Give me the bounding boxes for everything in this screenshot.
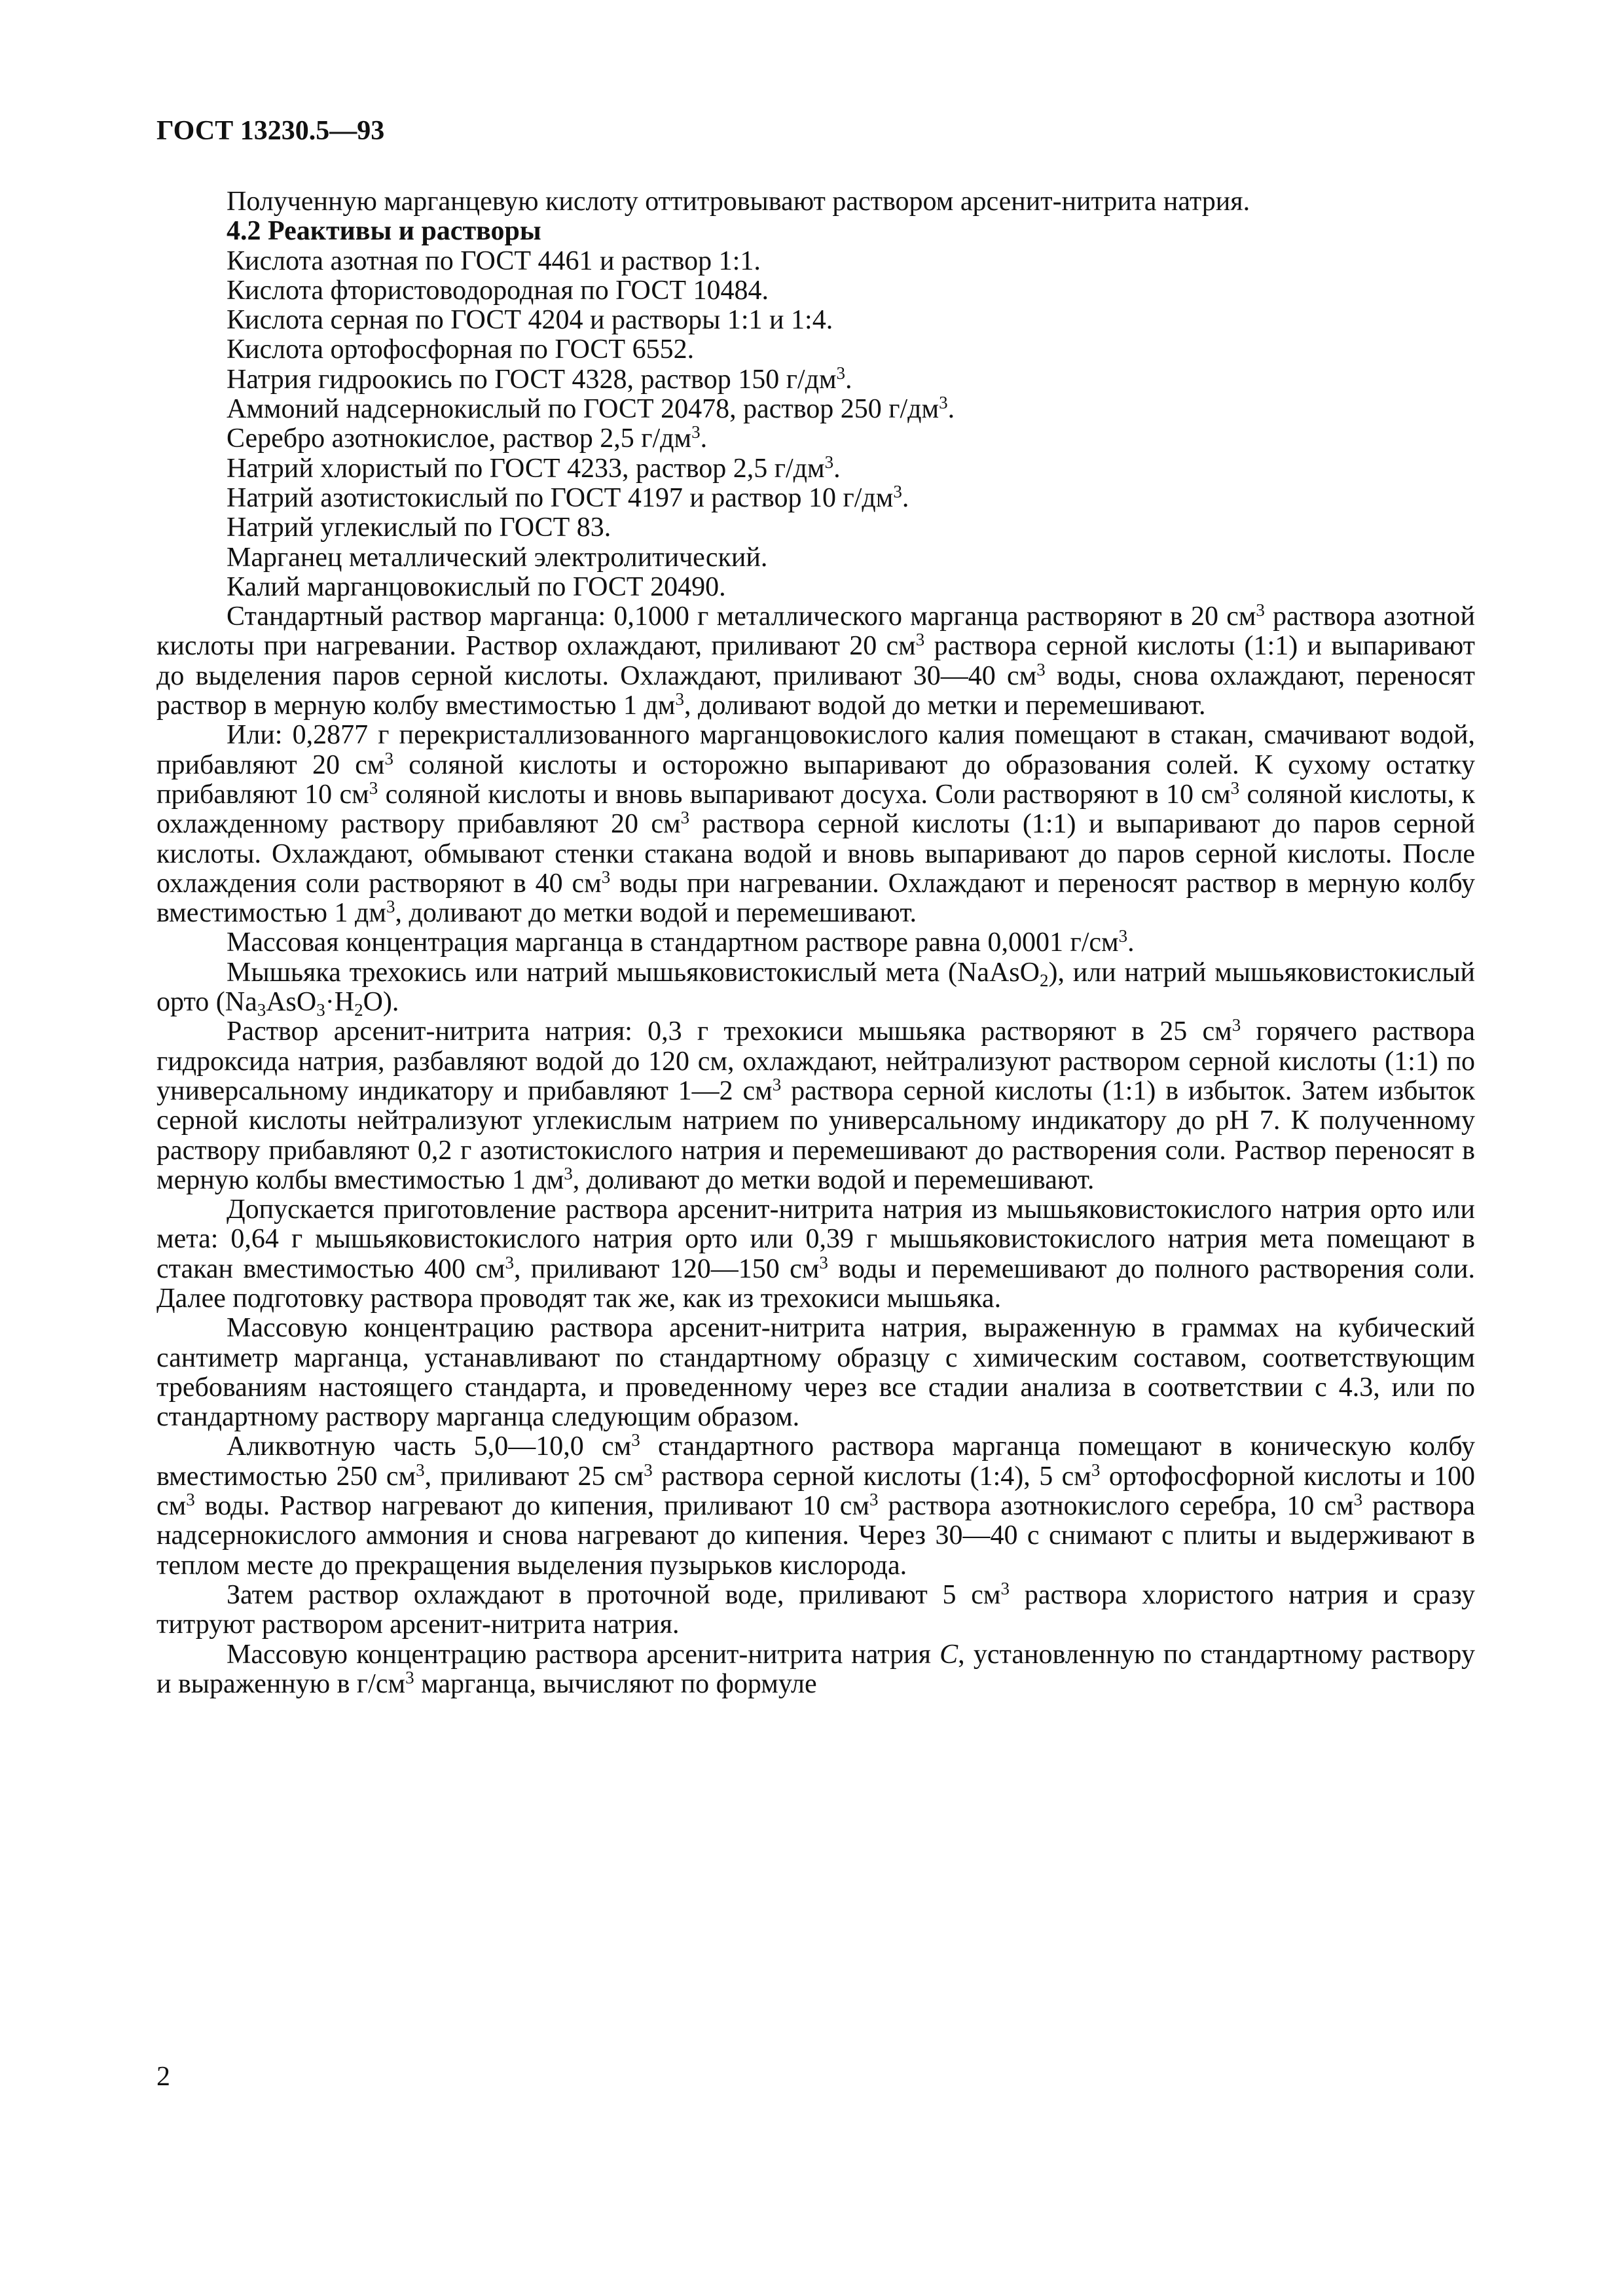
concentration-paragraph: Массовая концентрация марганца в стандартном растворе равна 0,0001 $г/см^3$. — [227, 926, 1135, 958]
reagent-item: Аммоний надсернокислый по ГОСТ 20478, раствор 250 $г/дм^3$. — [227, 393, 955, 425]
intro-paragraph: Полученную марганцевую кислоту оттитровывают раствором арсенит-нитрита натрия. — [227, 187, 1250, 217]
page-header-doc-code: ГОСТ 13230.5—93 — [156, 116, 385, 146]
section-title: Реактивы и растворы — [268, 216, 541, 247]
reagent-item: Серебро азотнокислое, раствор 2,5 $г/дм^3$. — [227, 422, 708, 454]
mass-concentration-paragraph: Массовую концентрацию раствора арсенит-нитрита натрия, выраженную в граммах на кубический сантиметр марганца, устанавливают по стандартному образцу с химическим составом, соответствующим требованиям настоящего стандарта, и проведенному через все стадии анализа в соответствии с 4.3, или по стандартному раствору марганца следующим образом. — [156, 1313, 1475, 1433]
aliquot-procedure-paragraph: Аликвотную часть 5,0—10,0 $см^3$ стандартного раствора марганца помещают в коническую колбу вместимостью 250 $см^3$, приливают 25 $см^3$ раствора серной кислоты (1:4), 5 $см^3$ ортофосфорной кислоты и 100 $см^3$ воды. Раствор нагревают до кипения, приливают 10 $см^3$ раствора азотнокислого серебра, 10 $см^3$ раствора надсернокислого аммония и снова нагревают до кипения. Через 30—40 с снимают с плиты и выдерживают в теплом месте до прекращения выделения пузырьков кислорода. — [156, 1430, 1476, 1581]
reagent-item: Кислота серная по ГОСТ 4204 и растворы 1:1 и 1:4. — [227, 305, 833, 336]
arsenic-reagent-paragraph: Мышьяка трехокись или натрий мышьяковистокислый мета (NaAsO$_2$), или натрий мышьяковистокислый орто $(Na_3AsO_3\cdot H_2O)$. — [156, 957, 1476, 1020]
reagent-item: Натрия гидроокись по ГОСТ 4328, раствор 150 $г/дм^3$. — [227, 363, 852, 395]
allowed-preparation-paragraph: Допускается приготовление раствора арсенит-нитрита натрия из мышьяковистокислого натрия орто или мета: 0,64 г мышьяковистокислого натрия орто или 0,39 г мышьяковистокислого натрия мета помещают в стакан вместимостью 400 $см^3$, приливают 120—150 $см^3$ воды и перемешивают до полного растворения соли. Далее подготовку раствора проводят так же, как из трехокиси мышьяка. — [156, 1194, 1475, 1314]
reagent-item: Кислота фтористоводородная по ГОСТ 10484. — [227, 275, 769, 306]
reagent-item: Марганец металлический электролитический. — [227, 542, 768, 573]
reagent-item: Кислота ортофосфорная по ГОСТ 6552. — [227, 334, 695, 365]
formula-intro-paragraph: Массовую концентрацию раствора арсенит-нитрита натрия С, установленную по стандартному раствору и выраженную в $г/см^3$ марганца, вычисляют по формуле — [156, 1639, 1475, 1699]
variable-c: С — [939, 1639, 958, 1670]
document-body — [156, 187, 1475, 1699]
standard-solution-paragraph: Стандартный раствор марганца: 0,1000 г металлического марганца растворяют в 20 $см^3$ раствора азотной кислоты при нагревании. Раствор охлаждают, приливают 20 $см^3$ раствора серной кислоты (1:1) и выпаривают до выделения паров серной кислоты. Охлаждают, приливают 30—40 $см^3$ воды, снова охлаждают, переносят раствор в мерную колбу вместимостью 1 $дм^3$, доливают водой до метки и перемешивают. — [156, 600, 1476, 721]
reagent-item: Натрий азотистокислый по ГОСТ 4197 и раствор 10 $г/дм^3$. — [227, 481, 909, 513]
section-number: 4.2 — [227, 216, 261, 247]
titration-paragraph: Затем раствор охлаждают в проточной воде, приливают 5 $см^3$ раствора хлористого натрия и сразу титруют раствором арсенит-нитрита натрия. — [156, 1578, 1475, 1640]
reagent-item: Кислота азотная по ГОСТ 4461 и раствор 1:1. — [227, 245, 761, 276]
page-number: 2 — [156, 2062, 170, 2092]
reagent-item: Натрий углекислый по ГОСТ 83. — [227, 512, 611, 543]
section-heading — [156, 217, 1475, 246]
alternative-preparation-paragraph: Или: 0,2877 г перекристаллизованного марганцовокислого калия помещают в стакан, смачивают водой, прибавляют 20 $см^3$ соляной кислоты и осторожно выпаривают до образования солей. К сухому остатку прибавляют 10 $см^3$ соляной кислоты и вновь выпаривают досуха. Соли растворяют в 10 $см^3$ соляной кислоты, к охлажденному раствору прибавляют 20 $см^3$ раствора серной кислоты (1:1) и выпаривают до паров серной кислоты. Охлаждают, обмывают стенки стакана водой и вновь выпаривают до паров серной кислоты. После охлаждения соли растворяют в 40 $см^3$ воды при нагревании. Охлаждают и переносят раствор в мерную колбу вместимостью 1 $дм^3$, доливают до метки водой и перемешивают. — [156, 720, 1475, 929]
reagent-item: Калий марганцовокислый по ГОСТ 20490. — [227, 571, 726, 602]
reagent-item: Натрий хлористый по ГОСТ 4233, раствор 2,5 $г/дм^3$. — [227, 452, 841, 484]
arsenite-nitrite-solution-paragraph: Раствор арсенит-нитрита натрия: 0,3 г трехокиси мышьяка растворяют в 25 $см^3$ горячего раствора гидроксида натрия, разбавляют водой до 120 см, охлаждают, нейтрализуют раствором серной кислоты (1:1) по универсальному индикатору и прибавляют 1—2 $см^3$ раствора серной кислоты (1:1) в избыток. Затем избыток серной кислоты нейтрализуют углекислым натрием по универсальному индикатору до pH 7. К полученному раствору прибавляют 0,2 г азотистокислого натрия и перемешивают до растворения соли. Раствор переносят в мерную колбы вместимостью 1 $дм^3$, доливают до метки водой и перемешивают. — [156, 1015, 1475, 1195]
